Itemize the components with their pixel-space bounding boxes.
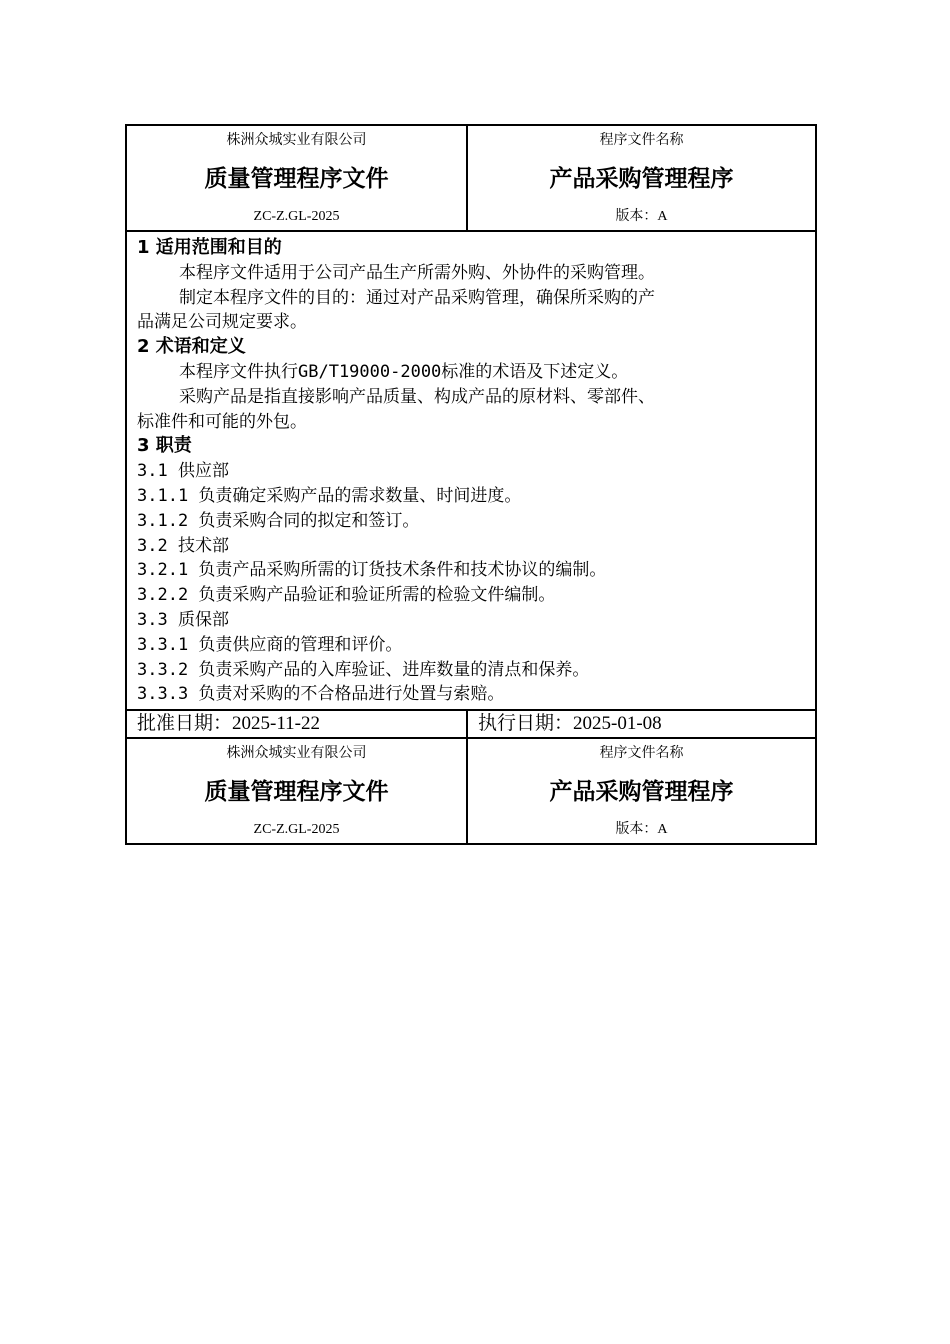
document-body xyxy=(127,232,815,711)
company-name: 株洲众城实业有限公司 xyxy=(226,133,367,148)
list-item: 3.1 供应部 xyxy=(137,461,229,482)
list-item: 3.2 技术部 xyxy=(137,535,229,556)
company-name: 株洲众城实业有限公司 xyxy=(226,746,367,762)
list-item: 3.3.1 负责供应商的管理和评价。 xyxy=(137,634,403,655)
header-left-cell xyxy=(127,126,468,230)
list-item: 3.3.3 负责对采购的不合格品进行处置与索赔。 xyxy=(137,684,505,705)
paragraph-line: 采购产品是指直接影响产品质量、构成产品的原材料、零部件、 xyxy=(179,386,655,407)
footer-left-cell xyxy=(127,739,468,843)
document-frame xyxy=(125,124,817,845)
list-item: 3.3.2 负责采购产品的入库验证、进库数量的清点和保养。 xyxy=(137,659,590,680)
document-code: ZC-Z.GL-2025 xyxy=(253,822,340,838)
paragraph-line: 本程序文件适用于公司产品生产所需外购、外协件的采购管理。 xyxy=(179,262,655,283)
list-item: 3.2.2 负责采购产品验证和验证所需的检验文件编制。 xyxy=(137,585,556,606)
header-right-cell xyxy=(468,126,815,230)
date-row xyxy=(127,711,815,737)
list-item: 3.3 质保部 xyxy=(137,609,229,630)
list-item: 3.1.2 负责采购合同的拟定和签订。 xyxy=(137,510,420,531)
paragraph-line: 本程序文件执行GB/T19000-2000标准的术语及下述定义。 xyxy=(179,361,629,382)
section-title: 1 适用范围和目的 xyxy=(137,237,282,258)
version-label: 版本：A xyxy=(615,209,668,224)
list-item: 3.2.1 负责产品采购所需的订货技术条件和技术协议的编制。 xyxy=(137,560,607,581)
section-title: 2 术语和定义 xyxy=(137,336,246,358)
paragraph-line: 标准件和可能的外包。 xyxy=(137,411,307,432)
version-label: 版本：A xyxy=(615,822,668,838)
document-header xyxy=(127,126,815,232)
procedure-name-label: 程序文件名称 xyxy=(599,746,684,762)
footer-right-cell xyxy=(468,739,815,843)
approval-date: 批准日期：2025-11-22 xyxy=(127,711,468,737)
paragraph-line: 品满足公司规定要求。 xyxy=(137,312,307,333)
procedure-name-label: 程序文件名称 xyxy=(599,133,684,148)
document-type: 质量管理程序文件 xyxy=(204,779,389,806)
document-footer-header xyxy=(127,737,815,843)
section-title: 3 职责 xyxy=(137,435,192,457)
procedure-name: 产品采购管理程序 xyxy=(549,166,734,192)
effective-date: 执行日期：2025-01-08 xyxy=(478,713,662,735)
procedure-name: 产品采购管理程序 xyxy=(549,779,734,806)
list-item: 3.1.1 负责确定采购产品的需求数量、时间进度。 xyxy=(137,485,522,506)
paragraph-line: 制定本程序文件的目的：通过对产品采购管理，确保所采购的产 xyxy=(179,287,655,308)
document-type: 质量管理程序文件 xyxy=(204,166,389,192)
document-code: ZC-Z.GL-2025 xyxy=(253,209,340,224)
